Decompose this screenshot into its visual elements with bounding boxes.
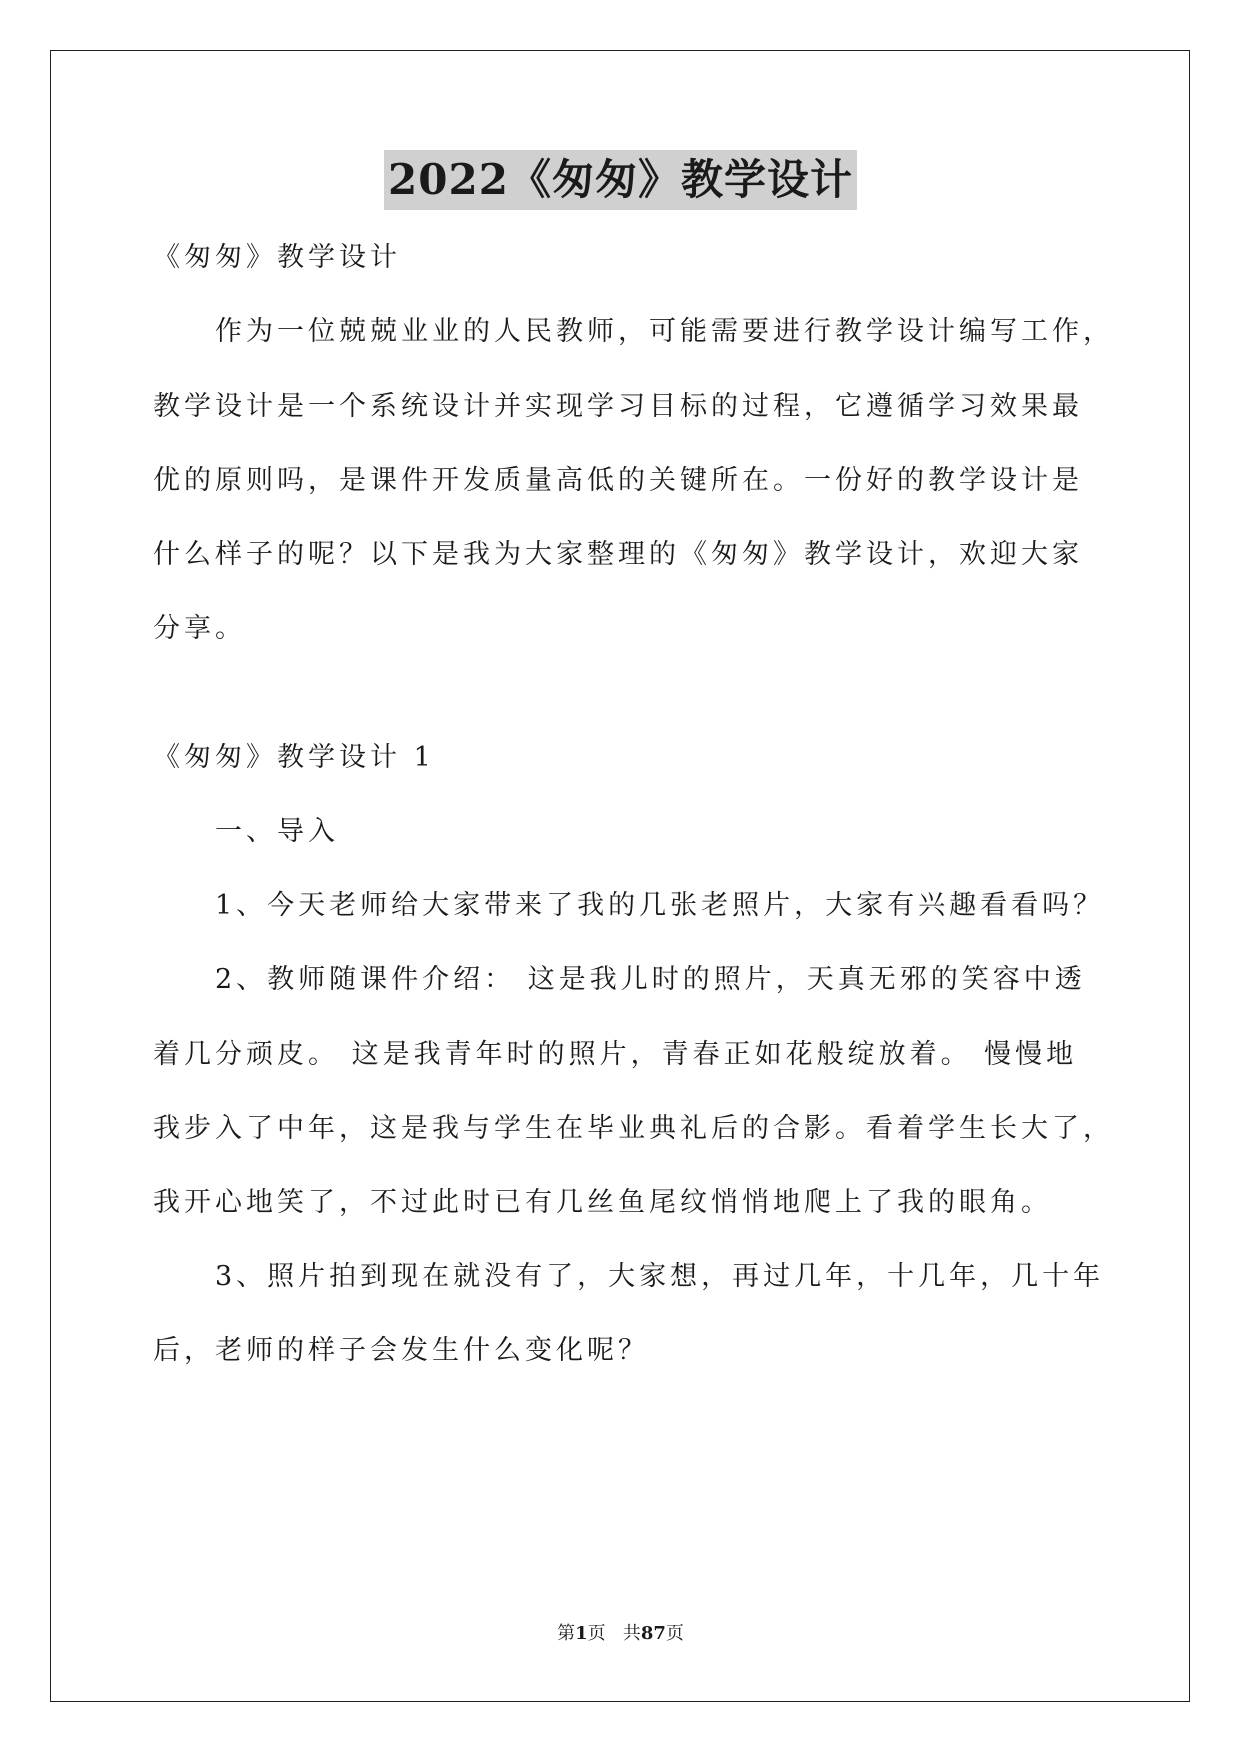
footer-page-suffix: 页 bbox=[587, 1623, 606, 1644]
paragraph-line: 着几分顽皮。 这是我青年时的照片，青春正如花般绽放着。 慢慢地 bbox=[153, 1039, 1078, 1070]
paragraph-line: 后，老师的样子会发生什么变化呢？ bbox=[153, 1335, 649, 1366]
section-heading: 《匆匆》教学设计 1 bbox=[153, 742, 435, 773]
document-title: 2022《匆匆》教学设计 bbox=[384, 150, 857, 210]
paragraph-line: 2、教师随课件介绍： 这是我儿时的照片，天真无邪的笑容中透 bbox=[215, 964, 1086, 995]
footer-page-number: 1 bbox=[575, 1623, 588, 1644]
paragraph-line: 我开心地笑了，不过此时已有几丝鱼尾纹悄悄地爬上了我的眼角。 bbox=[153, 1187, 1052, 1218]
page-border bbox=[50, 50, 1190, 1702]
paragraph-line: 一、导入 bbox=[215, 816, 339, 847]
paragraph-line: 我步入了中年，这是我与学生在毕业典礼后的合影。看着学生长大了， bbox=[153, 1113, 1114, 1144]
paragraph-line: 分享。 bbox=[153, 613, 246, 644]
paragraph-line: 教学设计是一个系统设计并实现学习目标的过程，它遵循学习效果最 bbox=[153, 391, 1083, 422]
title-container bbox=[0, 150, 1241, 210]
paragraph-line: 1、今天老师给大家带来了我的几张老照片，大家有兴趣看看吗？ bbox=[215, 890, 1105, 921]
paragraph-line: 3、照片拍到现在就没有了，大家想，再过几年，十几年，几十年 bbox=[215, 1261, 1105, 1292]
paragraph-line: 什么样子的呢？以下是我为大家整理的《匆匆》教学设计，欢迎大家 bbox=[153, 539, 1083, 570]
footer-total-suffix: 页 bbox=[665, 1623, 684, 1644]
section-heading: 《匆匆》教学设计 bbox=[153, 242, 401, 273]
paragraph-line: 优的原则吗，是课件开发质量高低的关键所在。一份好的教学设计是 bbox=[153, 465, 1083, 496]
footer-total-pages: 87 bbox=[640, 1623, 666, 1644]
footer-page-prefix: 第 bbox=[557, 1623, 576, 1644]
paragraph-line: 作为一位兢兢业业的人民教师，可能需要进行教学设计编写工作， bbox=[215, 316, 1114, 347]
footer-total-prefix: 共 bbox=[622, 1623, 641, 1644]
page-footer bbox=[0, 1622, 1241, 1646]
